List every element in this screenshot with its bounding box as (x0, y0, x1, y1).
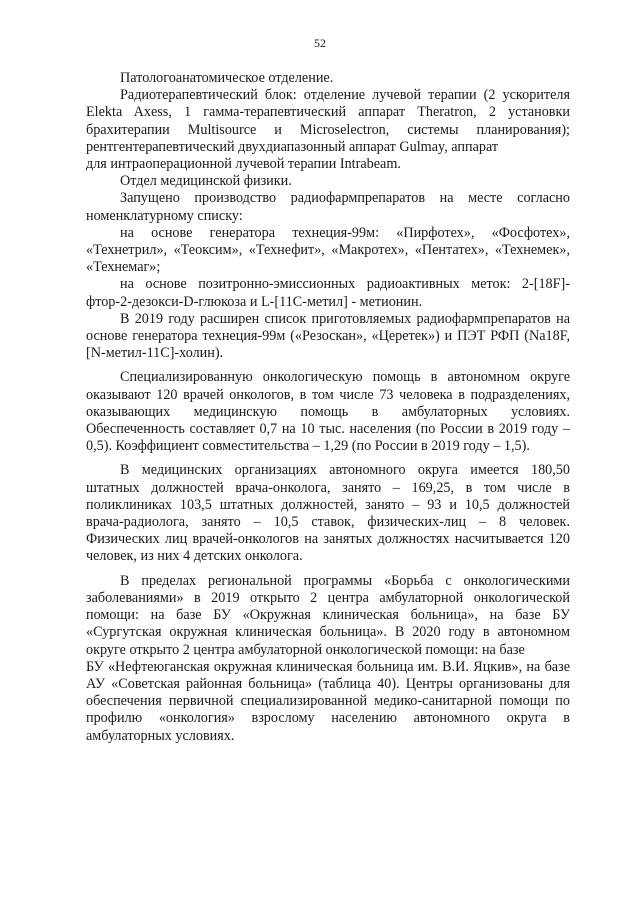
paragraph-centers-2020: БУ «Нефтеюганская окружная клиническая больница им. В.И. Яцкив», на базе АУ «Советская районная больница» (таблица 40). Центры организованы для обеспечения первичной специализированной медико-санитарной помощи по профилю «онкология» взрослому населению автономного округа в амбулаторных условиях. (86, 658, 570, 744)
paragraph-regional-program: В пределах региональной программы «Борьба с онкологическими заболеваниями» в 2019 открыто 2 центра амбулаторной онкологической помощи: на базе БУ «Окружная клиническая больница», на базе БУ «Сургутская окружная клиническая больница». В 2020 году в автономном округе открыто 2 центра амбулаторной онкологической помощи: на базе (86, 572, 570, 658)
paragraph-radiopharm-production: Запущено производство радиофармпрепаратов на месте согласно номенклатурному списку: (86, 190, 570, 224)
paragraph-pet-labels: на основе позитронно-эмиссионных радиоактивных меток: 2-[18F]-фтор-2-дезокси-D-глюкоза и L-[11C-метил] - метионин. (86, 276, 570, 310)
page-number: 52 (314, 36, 326, 50)
document-body (86, 70, 570, 745)
paragraph-intrabeam: для интраоперационной лучевой терапии Intrabeam. (86, 156, 401, 173)
paragraph-pathology: Патологоанатомическое отделение. (120, 70, 334, 86)
paragraph-radiotherapy-block: Радиотерапевтический блок: отделение лучевой терапии (2 ускорителя Elekta Axess, 1 гамма-терапевтический аппарат Theratron, 2 установки брахитерапии Multisource и Microselectron, системы планирования); рентгентерапевтический двухдиапазонный аппарат Gulmay, аппарат (86, 87, 570, 155)
paragraph-2019-extension: В 2019 году расширен список приготовляемых радиофармпрепаратов на основе генератора технеция-99м («Резоскан», «Церетек») и ПЭТ РФП (Na18F, [N-метил-11С]-холин). (86, 310, 570, 362)
paragraph-oncologist-positions: В медицинских организациях автономного округа имеется 180,50 штатных должностей врача-онколога, занято – 169,25, в том числе в поликлиниках 103,5 штатных должностей, занято – 93 и 10,5 должностей врача-радиолога, занято – 10,5 ставок, физических-лиц – 8 человек. Физических лиц врачей-онкологов на занятых должностях насчитывается 120 человек, из них 4 детских онколога. (86, 462, 570, 565)
paragraph-oncology-staff: Специализированную онкологическую помощь в автономном округе оказывают 120 врачей онкологов, в том числе 73 человека в подразделениях, оказывающих медицинскую помощь в амбулаторных условиях. Обеспеченность составляет 0,7 на 10 тыс. населения (по России в 2019 году – 0,5). Коэффициент совместительства – 1,29 (по России в 2019 году – 1,5). (86, 369, 570, 455)
paragraph-technetium-list: на основе генератора технеция-99м: «Пирфотех», «Фосфотех», «Технетрил», «Теоксим», «Технефит», «Макротех», «Пентатех», «Технемек», «Технемаг»; (86, 224, 570, 276)
paragraph-medical-physics: Отдел медицинской физики. (120, 173, 292, 190)
